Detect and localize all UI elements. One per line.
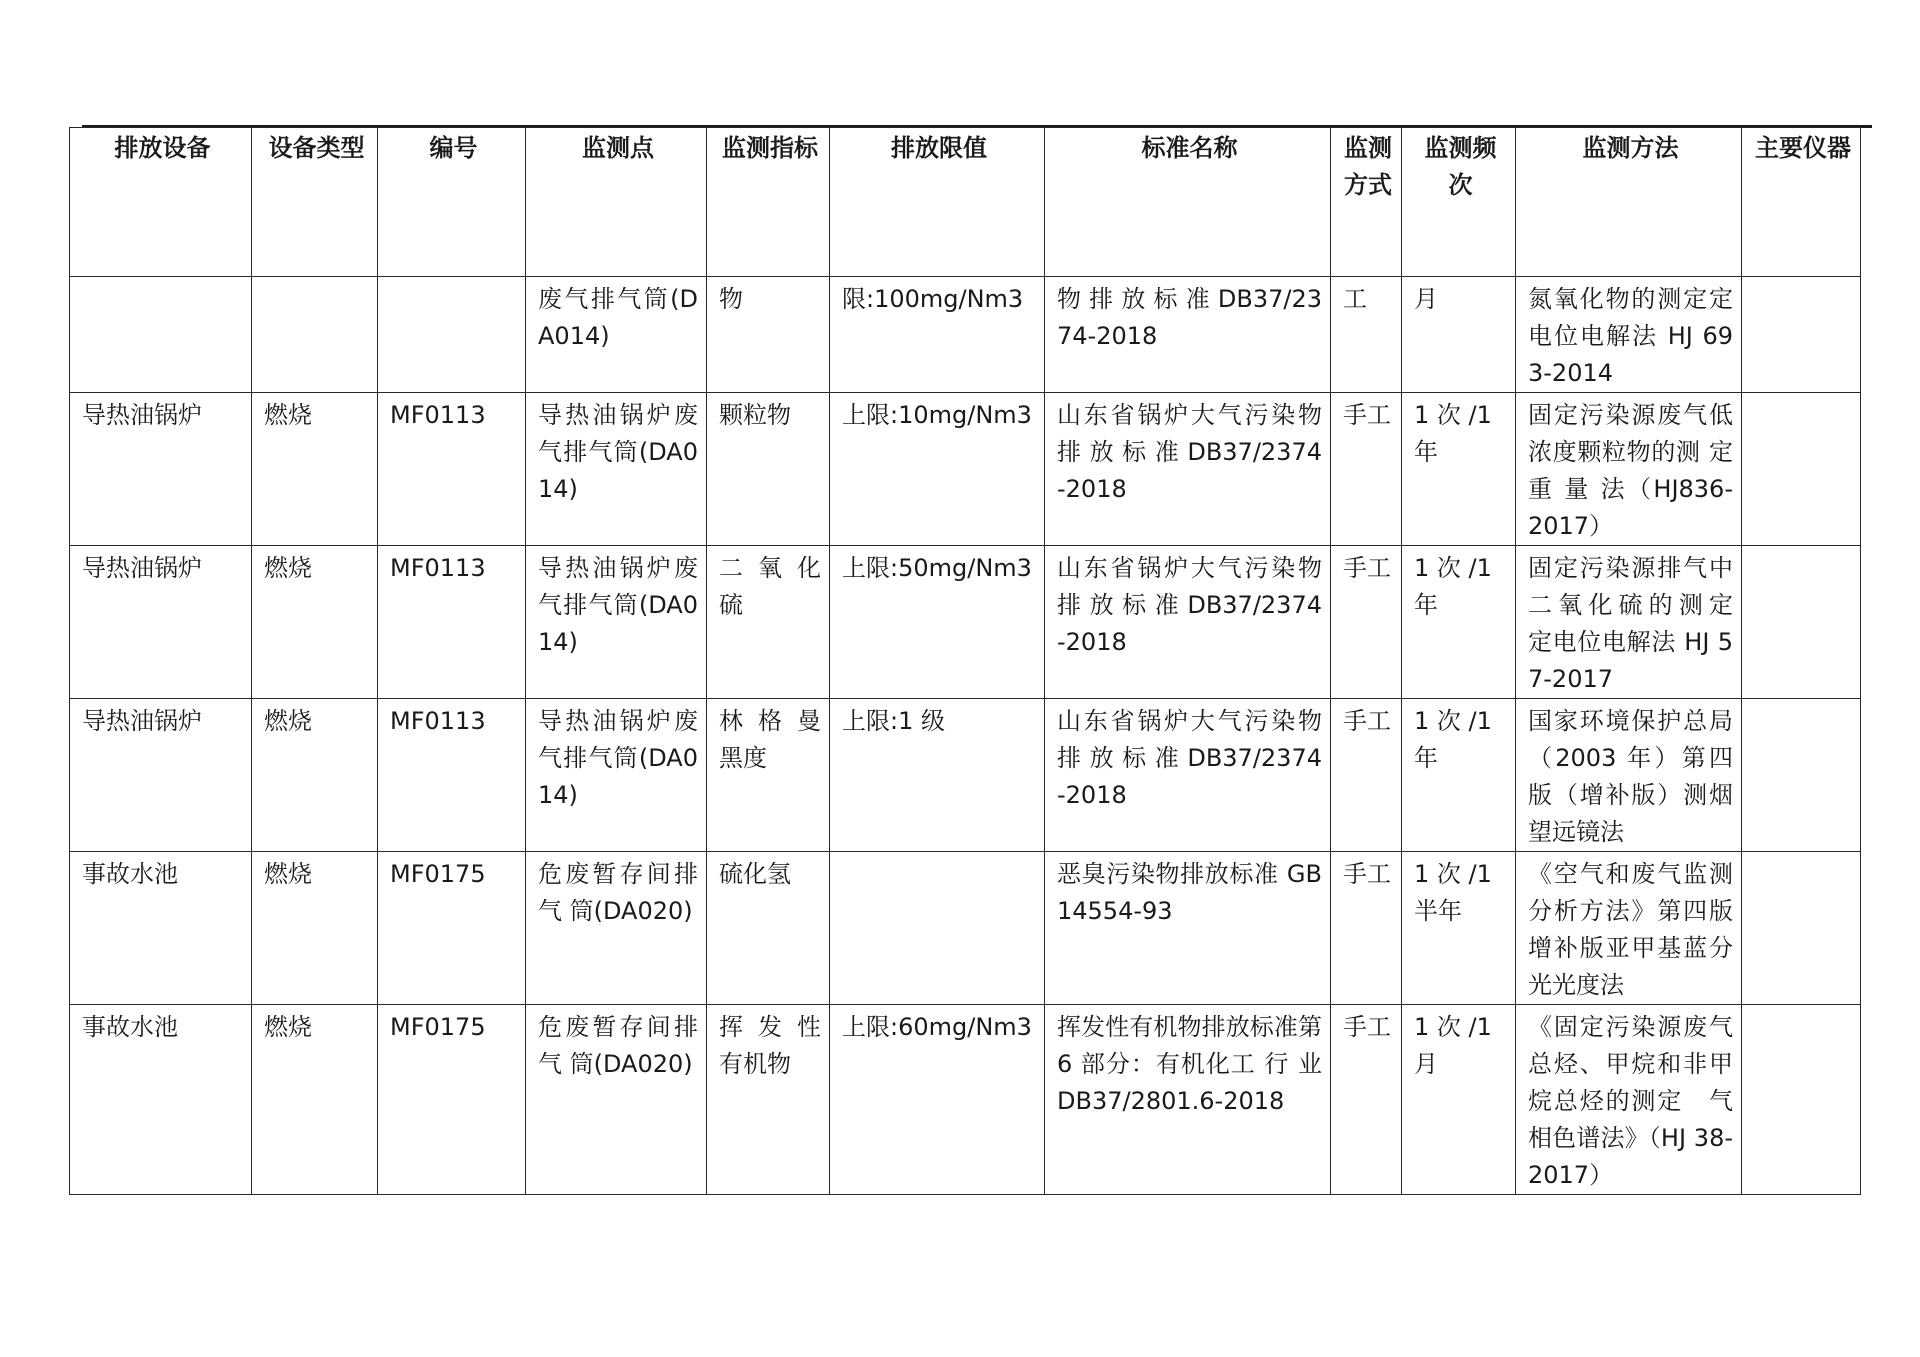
table-row xyxy=(70,699,1861,852)
cell-indicator: 物 xyxy=(707,277,830,393)
header-code: 编号 xyxy=(378,128,526,277)
cell-point: 导热油锅炉废气排气筒(DA014) xyxy=(526,393,707,546)
cell-frequency: 1 次 /1 年 xyxy=(1402,699,1516,852)
cell-method: 《固定污染源废气 总烃、甲烷和非甲烷总烃的测定 气相色谱法》（HJ 38-2017） xyxy=(1516,1005,1742,1195)
cell-equipment: 导热油锅炉 xyxy=(70,546,252,699)
cell-instrument xyxy=(1742,546,1861,699)
table-row xyxy=(70,546,1861,699)
table-row xyxy=(70,852,1861,1005)
cell-code: MF0113 xyxy=(378,546,526,699)
cell-limit xyxy=(830,852,1045,1005)
cell-frequency: 月 xyxy=(1402,277,1516,393)
header-mode: 监测方式 xyxy=(1331,128,1402,277)
cell-equipment: 事故水池 xyxy=(70,1005,252,1195)
header-frequency: 监测频次 xyxy=(1402,128,1516,277)
cell-mode: 工 xyxy=(1331,277,1402,393)
cell-code: MF0175 xyxy=(378,852,526,1005)
cell-method: 国家环境保护总局（2003 年）第四版（增补版）测烟望远镜法 xyxy=(1516,699,1742,852)
cell-instrument xyxy=(1742,1005,1861,1195)
table-row xyxy=(70,1005,1861,1195)
header-method: 监测方法 xyxy=(1516,128,1742,277)
cell-indicator: 挥 发 性 有机物 xyxy=(707,1005,830,1195)
cell-indicator: 林 格 曼 黑度 xyxy=(707,699,830,852)
cell-standard: 挥发性有机物排放标准第 6 部分：有机化工 行 业 DB37/2801.6-2018 xyxy=(1045,1005,1331,1195)
cell-mode: 手工 xyxy=(1331,393,1402,546)
cell-frequency: 1 次 /1 年 xyxy=(1402,546,1516,699)
header-equipment: 排放设备 xyxy=(70,128,252,277)
cell-code xyxy=(378,277,526,393)
cell-type: 燃烧 xyxy=(252,699,378,852)
cell-mode: 手工 xyxy=(1331,852,1402,1005)
cell-type: 燃烧 xyxy=(252,393,378,546)
cell-type: 燃烧 xyxy=(252,1005,378,1195)
cell-equipment: 导热油锅炉 xyxy=(70,393,252,546)
cell-limit: 上限:60mg/Nm3 xyxy=(830,1005,1045,1195)
cell-code: MF0113 xyxy=(378,699,526,852)
cell-type: 燃烧 xyxy=(252,852,378,1005)
cell-method: 固定污染源排气中二氧化硫的测定 定电位电解法 HJ 57-2017 xyxy=(1516,546,1742,699)
cell-standard: 山东省锅炉大气污染物 排 放 标 准 DB37/2374-2018 xyxy=(1045,546,1331,699)
cell-indicator: 二 氧 化 硫 xyxy=(707,546,830,699)
header-indicator: 监测指标 xyxy=(707,128,830,277)
cell-method: 氮氧化物的测定定电位电解法 HJ 693-2014 xyxy=(1516,277,1742,393)
cell-limit: 上限:50mg/Nm3 xyxy=(830,546,1045,699)
cell-method: 《空气和废气监测分析方法》第四版增补版亚甲基蓝分光光度法 xyxy=(1516,852,1742,1005)
cell-point: 废气排气筒(DA014) xyxy=(526,277,707,393)
header-standard: 标准名称 xyxy=(1045,128,1331,277)
cell-standard: 物 排 放 标 准 DB37/2374-2018 xyxy=(1045,277,1331,393)
cell-standard: 恶臭污染物排放标准 GB 14554-93 xyxy=(1045,852,1331,1005)
cell-indicator: 颗粒物 xyxy=(707,393,830,546)
monitoring-table xyxy=(69,127,1861,1195)
cell-limit: 上限:10mg/Nm3 xyxy=(830,393,1045,546)
cell-code: MF0175 xyxy=(378,1005,526,1195)
cell-type xyxy=(252,277,378,393)
header-type: 设备类型 xyxy=(252,128,378,277)
cell-instrument xyxy=(1742,852,1861,1005)
cell-instrument xyxy=(1742,699,1861,852)
cell-mode: 手工 xyxy=(1331,546,1402,699)
header-point: 监测点 xyxy=(526,128,707,277)
cell-instrument xyxy=(1742,393,1861,546)
cell-frequency: 1 次 /1 年 xyxy=(1402,393,1516,546)
cell-equipment: 事故水池 xyxy=(70,852,252,1005)
header-limit: 排放限值 xyxy=(830,128,1045,277)
header-row xyxy=(70,128,1861,277)
cell-limit: 限:100mg/Nm3 xyxy=(830,277,1045,393)
cell-point: 危废暂存间排 气 筒(DA020) xyxy=(526,852,707,1005)
cell-frequency: 1 次 /1 月 xyxy=(1402,1005,1516,1195)
cell-method: 固定污染源废气低浓度颗粒物的测 定 重 量 法（HJ836-2017） xyxy=(1516,393,1742,546)
cell-instrument xyxy=(1742,277,1861,393)
cell-equipment xyxy=(70,277,252,393)
cell-standard: 山东省锅炉大气污染物 排 放 标 准 DB37/2374-2018 xyxy=(1045,393,1331,546)
cell-point: 危废暂存间排 气 筒(DA020) xyxy=(526,1005,707,1195)
cell-limit: 上限:1 级 xyxy=(830,699,1045,852)
cell-standard: 山东省锅炉大气污染物 排 放 标 准 DB37/2374-2018 xyxy=(1045,699,1331,852)
cell-mode: 手工 xyxy=(1331,699,1402,852)
cell-mode: 手工 xyxy=(1331,1005,1402,1195)
cell-code: MF0113 xyxy=(378,393,526,546)
cell-indicator: 硫化氢 xyxy=(707,852,830,1005)
cell-point: 导热油锅炉废气排气筒(DA014) xyxy=(526,546,707,699)
cell-frequency: 1 次 /1 半年 xyxy=(1402,852,1516,1005)
table-row xyxy=(70,393,1861,546)
cell-equipment: 导热油锅炉 xyxy=(70,699,252,852)
table-row xyxy=(70,277,1861,393)
cell-point: 导热油锅炉废气排气筒(DA014) xyxy=(526,699,707,852)
header-instrument: 主要仪器 xyxy=(1742,128,1861,277)
cell-type: 燃烧 xyxy=(252,546,378,699)
